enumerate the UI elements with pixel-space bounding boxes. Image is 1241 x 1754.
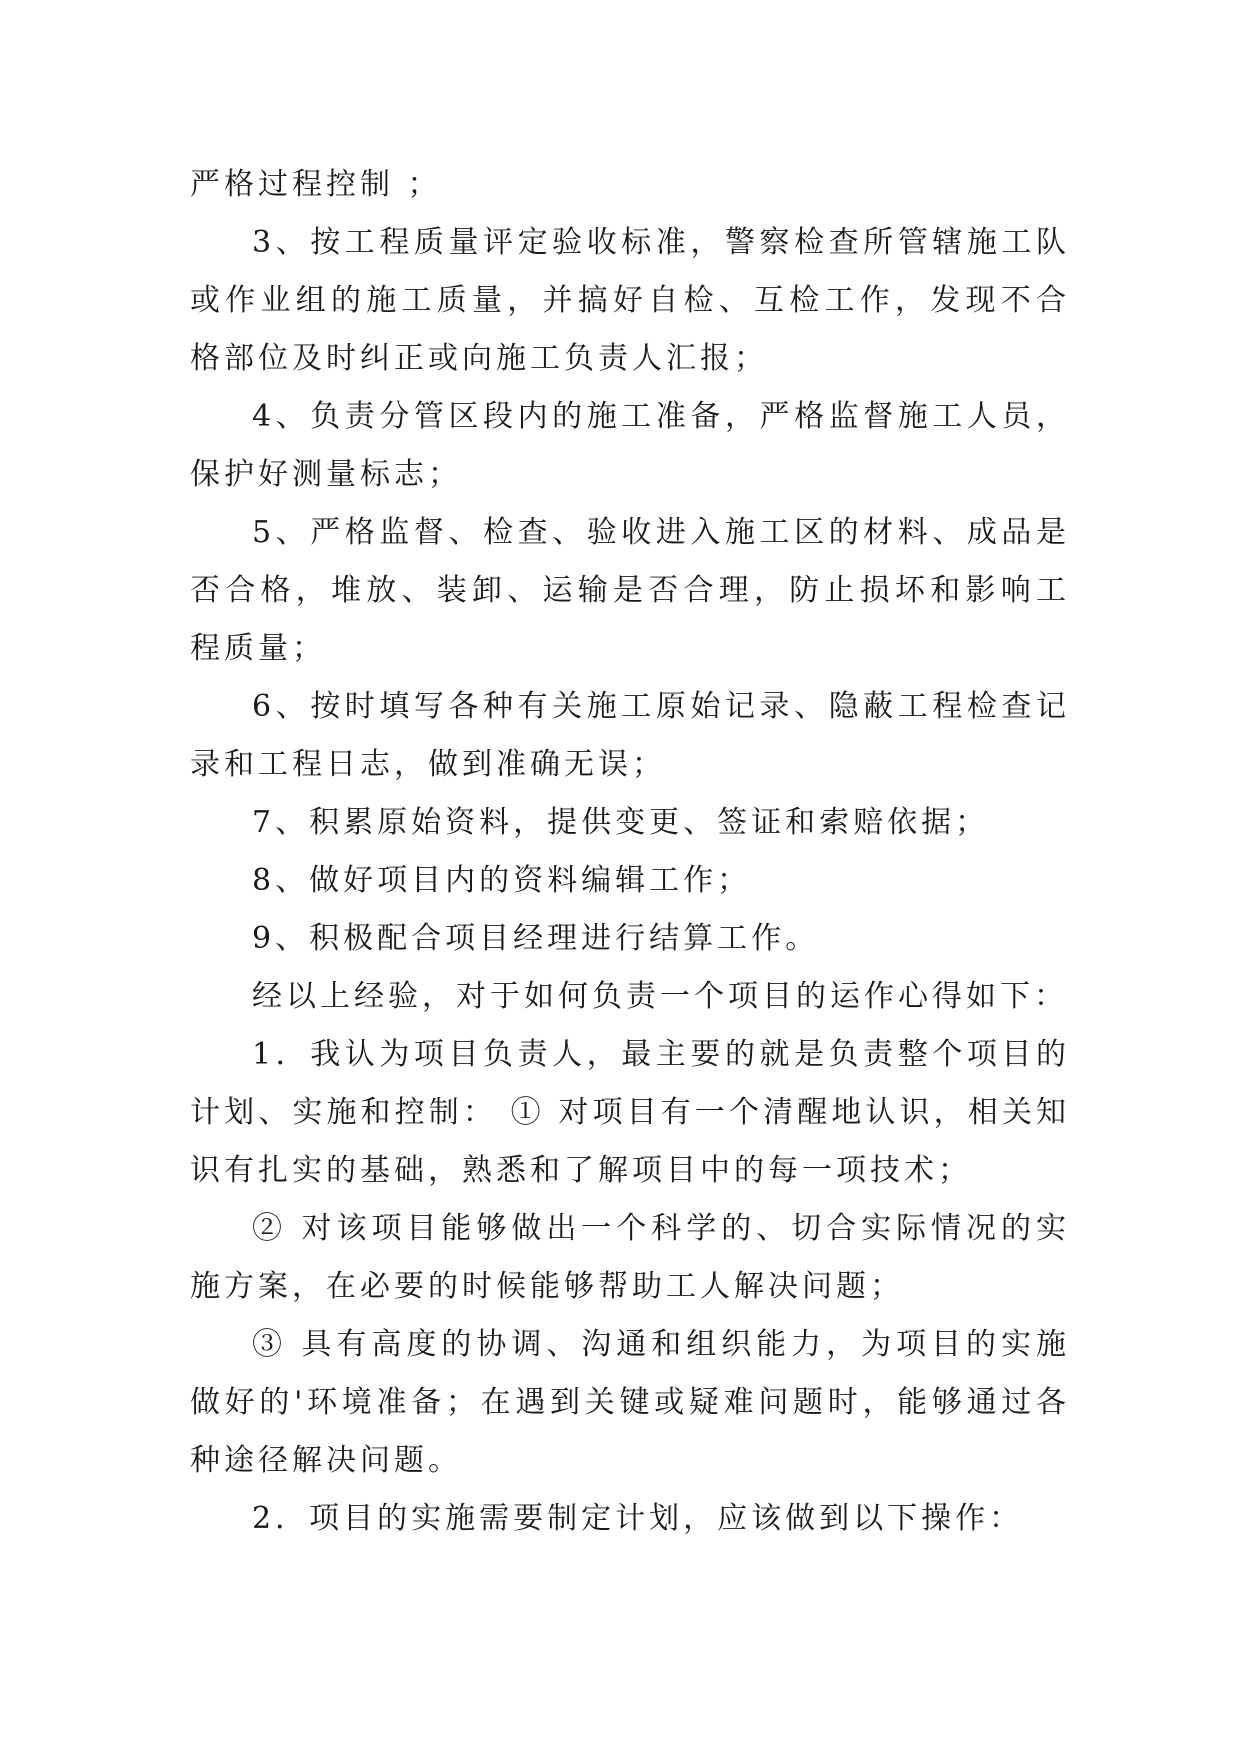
paragraph-point-1-sub-3: ③ 具有高度的协调、沟通和组织能力，为项目的实施做好的'环境准备；在遇到关键或疑难问题时，能够通过各种途径解决问题。 xyxy=(190,1327,1070,1478)
paragraph-experience-intro: 经以上经验，对于如何负责一个项目的运作心得如下： xyxy=(252,979,1068,1014)
paragraph-point-1-sub-2: ② 对该项目能够做出一个科学的、切合实际情况的实施方案，在必要的时候能够帮助工人解决问题； xyxy=(190,1211,1070,1304)
paragraph-item-9: 9、积极配合项目经理进行结算工作。 xyxy=(252,921,820,956)
paragraph-process-control: 严格过程控制 ； xyxy=(190,167,442,202)
paragraph-item-4: 4、负责分管区段内的施工准备，严格监督施工人员，保护好测量标志； xyxy=(190,399,1070,492)
paragraph-item-8: 8、做好项目内的资料编辑工作； xyxy=(252,863,752,898)
paragraph-point-1: 1．我认为项目负责人，最主要的就是负责整个项目的计划、实施和控制： ① 对项目有一个清醒地认识，相关知识有扎实的基础，熟悉和了解项目中的每一项技术； xyxy=(190,1037,1070,1188)
paragraph-item-6: 6、按时填写各种有关施工原始记录、隐蔽工程检查记录和工程日志，做到准确无误； xyxy=(190,689,1070,782)
paragraph-item-5: 5、严格监督、检查、验收进入施工区的材料、成品是否合格，堆放、装卸、运输是否合理，防止损坏和影响工程质量； xyxy=(190,515,1070,666)
paragraph-item-3: 3、按工程质量评定验收标准，警察检查所管辖施工队或作业组的施工质量，并搞好自检、互检工作，发现不合格部位及时纠正或向施工负责人汇报； xyxy=(190,225,1070,376)
document-body xyxy=(190,156,1070,1548)
paragraph-item-7: 7、积累原始资料，提供变更、签证和索赔依据； xyxy=(252,805,990,840)
paragraph-point-2: 2．项目的实施需要制定计划，应该做到以下操作： xyxy=(252,1501,1024,1536)
